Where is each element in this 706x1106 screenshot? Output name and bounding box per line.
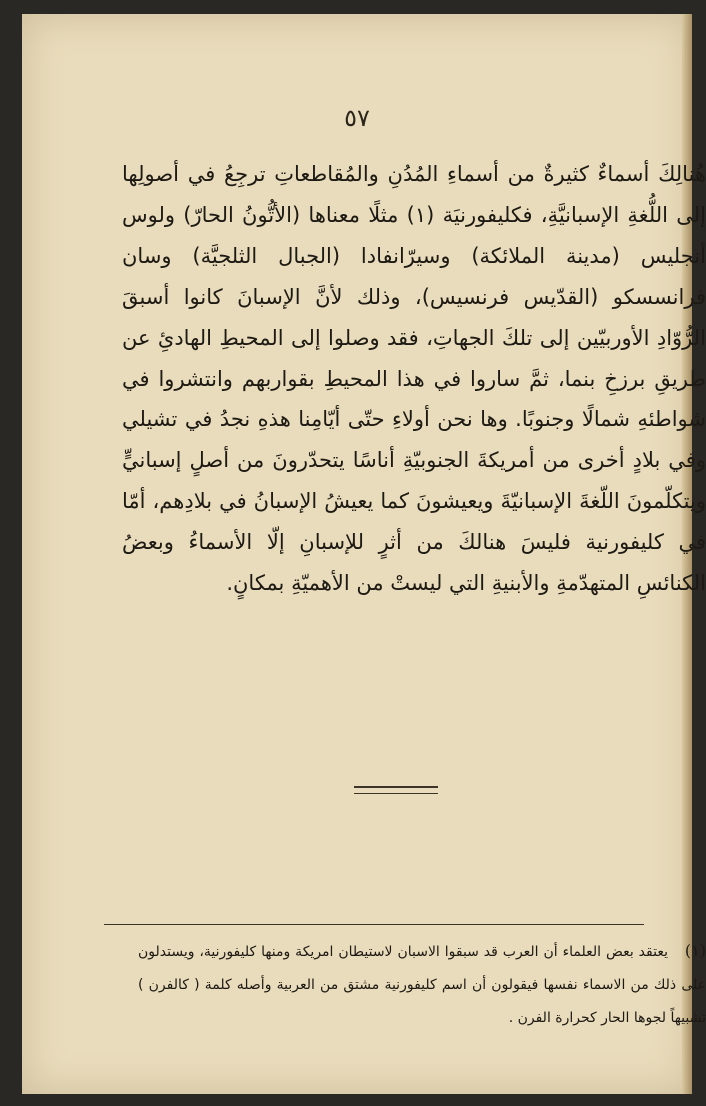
footnote-rule [104, 924, 644, 925]
section-divider [354, 786, 438, 794]
book-page [22, 14, 706, 1094]
footnote [138, 934, 706, 1035]
footnote-marker: (١) [684, 941, 706, 960]
body-paragraph: هُنالِكَ أسماءٌ كثيرةٌ من أسماءِ المُدُنِ والمُقاطعاتِ ترجِعُ في أصولِها إلى اللُّغةِ الإسبانيَّةِ، فكليفورنيَة (١) مثلًا معناها (الأتُّونُ الحارّ) ولوس أنجليس (مدينة الملائكة) وسيرّانفادا (الجبال الثلجيَّة) وسان فرانسسكو (القدّيس فرنسيس)، وذلك لأنَّ الإسبانَ كانوا أسبقَ الرُّوّادِ الأوربيّين إلى تلكَ الجهاتِ، فقد وصلوا إلى المحيطِ الهادئِ عن طريقِ برزخِ بنما، ثمَّ ساروا في هذا المحيطِ بقواربهم وانتشروا في شواطئهِ شمالًا وجنوبًا. وها نحن أولاءِ حتّى أيّامِنا هذهِ نجدُ في تشيلي وفي بلادٍ أخرى من أمريكةَ الجنوبيّةِ أناسًا يتحدّرونَ من أصلٍ إسبانيٍّ ويتكلّمونَ اللّغةَ الإسبانيّةَ ويعيشونَ كما يعيشُ الإسبانُ في بلادِهم، أمّا في كليفورنية فليسَ هنالكَ من أثرٍ للإسبانِ إلّا الأسماءُ وبعضُ الكنائسِ المتهدّمةِ والأبنيةِ التي ليستْ من الأهميّةِ بمكانٍ. [122, 162, 706, 596]
page-number: ٥٧ [344, 104, 370, 132]
footnote-text: يعتقد بعض العلماء أن العرب قد سبقوا الاسبان لاستيطان امريكة ومنها كليفورنية، ويستدلون على ذلك من الاسماء نفسها فيقولون أن اسم كليفورنية مشتق من العربية وأصله كلمة ( كالفرن ) تشبيهاً لجوها الحار كحرارة الفرن . [138, 944, 706, 1026]
